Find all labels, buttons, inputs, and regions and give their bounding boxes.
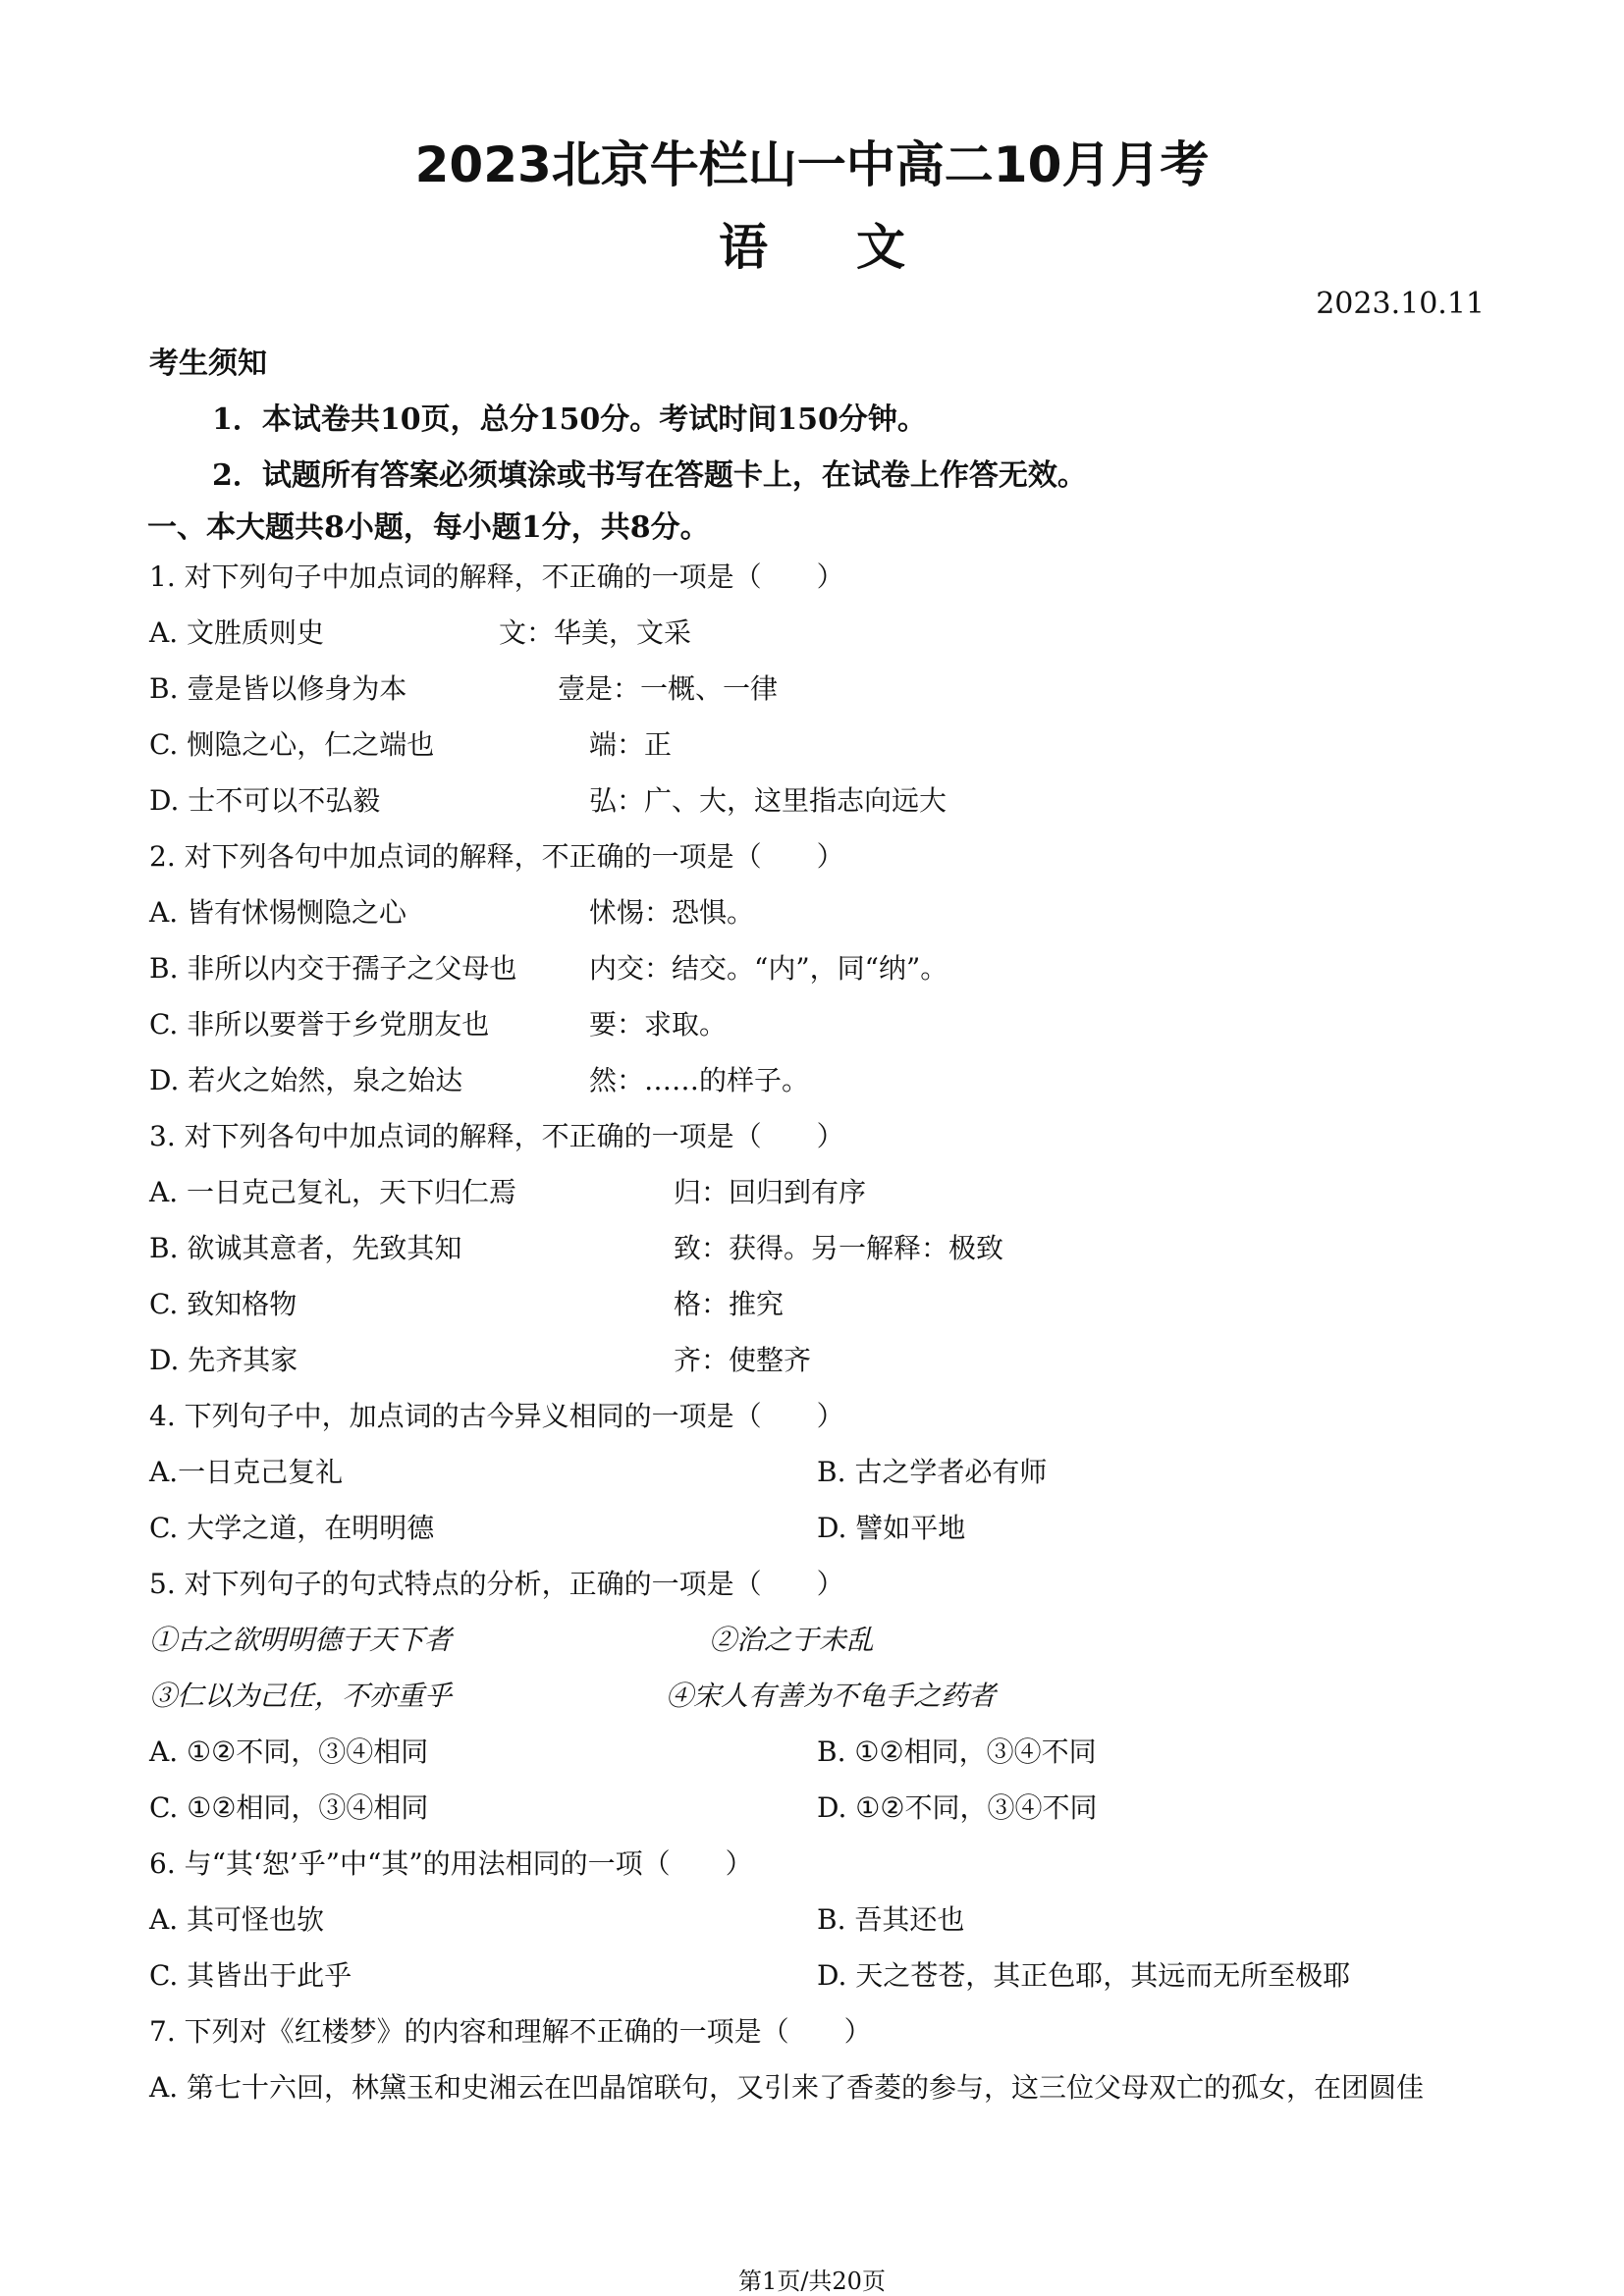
exam-date: 2023.10.11 bbox=[1316, 287, 1485, 321]
q5-option-b: B. ①②相同，③④不同 bbox=[817, 1735, 1097, 1768]
q4-option-c: C. 大学之道，在明明德 bbox=[149, 1512, 435, 1544]
q2-option-a: A. 皆有怵惕恻隐之心 bbox=[149, 896, 407, 929]
q3-option-a: A. 一日克己复礼，天下归仁焉 bbox=[149, 1176, 517, 1208]
q3-option-d: D. 先齐其家 bbox=[149, 1344, 298, 1376]
q1-option-d-note: 弘：广、大，这里指志向远大 bbox=[589, 784, 947, 817]
q1-stem: 1. 对下列句子中加点词的解释，不正确的一项是（ ） bbox=[149, 561, 844, 593]
q3-option-b-note: 致：获得。另一解释：极致 bbox=[674, 1232, 1004, 1264]
q1-option-a: A. 文胜质则史 bbox=[149, 616, 325, 649]
section-heading: 一、本大题共8小题，每小题1分，共8分。 bbox=[147, 510, 710, 545]
notice-heading: 考生须知 bbox=[149, 347, 267, 381]
q4-option-d: D. 譬如平地 bbox=[817, 1512, 966, 1544]
q2-option-a-note: 怵惕：恐惧。 bbox=[589, 896, 755, 929]
q5-sentence-1: ①古之欲明明德于天下者 bbox=[149, 1624, 453, 1656]
q1-option-b: B. 壹是皆以修身为本 bbox=[149, 672, 407, 705]
notice-item-1: 1．本试卷共10页，总分150分。考试时间150分钟。 bbox=[212, 402, 927, 437]
q5-option-c: C. ①②相同，③④相同 bbox=[149, 1791, 429, 1824]
q4-stem: 4. 下列句子中，加点词的古今异义相同的一项是（ ） bbox=[149, 1400, 844, 1432]
q3-stem: 3. 对下列各句中加点词的解释，不正确的一项是（ ） bbox=[149, 1120, 844, 1152]
q5-stem: 5. 对下列句子的句式特点的分析，正确的一项是（ ） bbox=[149, 1568, 844, 1600]
subject-title: 语文 bbox=[719, 219, 994, 276]
q4-option-a: A.一日克己复礼 bbox=[149, 1456, 344, 1488]
q3-option-b: B. 欲诚其意者，先致其知 bbox=[149, 1232, 462, 1264]
exam-title: 2023北京牛栏山一中高二10月月考 bbox=[414, 136, 1210, 193]
q7-stem: 7. 下列对《红楼梦》的内容和理解不正确的一项是（ ） bbox=[149, 2015, 872, 2048]
q6-option-a: A. 其可怪也欤 bbox=[149, 1903, 325, 1936]
q6-option-c: C. 其皆出于此乎 bbox=[149, 1959, 352, 1992]
q1-option-c: C. 恻隐之心，仁之端也 bbox=[149, 728, 435, 761]
q5-sentence-2: ②治之于未乱 bbox=[709, 1624, 875, 1656]
q2-option-d: D. 若火之始然，泉之始达 bbox=[149, 1064, 463, 1096]
q6-stem: 6. 与“其‘恕’乎”中“其”的用法相同的一项（ ） bbox=[149, 1847, 753, 1880]
q6-option-b: B. 吾其还也 bbox=[817, 1903, 965, 1936]
page-number: 第1页/共20页 bbox=[738, 2268, 886, 2295]
q3-option-c-note: 格：推究 bbox=[674, 1288, 785, 1320]
q3-option-d-note: 齐：使整齐 bbox=[674, 1344, 812, 1376]
q4-option-b: B. 古之学者必有师 bbox=[817, 1456, 1048, 1488]
q5-sentence-3: ③仁以为己任，不亦重乎 bbox=[149, 1680, 453, 1712]
q6-option-d: D. 天之苍苍，其正色耶，其远而无所至极耶 bbox=[817, 1959, 1351, 1992]
q5-option-d: D. ①②不同，③④不同 bbox=[817, 1791, 1098, 1824]
q2-stem: 2. 对下列各句中加点词的解释，不正确的一项是（ ） bbox=[149, 840, 844, 873]
q1-option-d: D. 士不可以不弘毅 bbox=[149, 784, 381, 817]
q1-option-a-note: 文：华美，文采 bbox=[499, 616, 692, 649]
q1-option-b-note: 壹是：一概、一律 bbox=[558, 672, 779, 705]
q7-option-a: A. 第七十六回，林黛玉和史湘云在凹晶馆联句，又引来了香菱的参与，这三位父母双亡的孤女，在团圆佳 bbox=[149, 2071, 1425, 2104]
q3-option-c: C. 致知格物 bbox=[149, 1288, 298, 1320]
notice-item-2: 2．试题所有答案必须填涂或书写在答题卡上，在试卷上作答无效。 bbox=[212, 458, 1087, 493]
q3-option-a-note: 归：回归到有序 bbox=[674, 1176, 867, 1208]
q2-option-b-note: 内交：结交。“内”，同“纳”。 bbox=[589, 952, 948, 985]
q2-option-d-note: 然：……的样子。 bbox=[589, 1064, 810, 1096]
q2-option-c: C. 非所以要誉于乡党朋友也 bbox=[149, 1008, 490, 1041]
q5-option-a: A. ①②不同，③④相同 bbox=[149, 1735, 429, 1768]
q2-option-c-note: 要：求取。 bbox=[589, 1008, 728, 1041]
q2-option-b: B. 非所以内交于孺子之父母也 bbox=[149, 952, 517, 985]
q1-option-c-note: 端：正 bbox=[589, 728, 673, 761]
q5-sentence-4: ④宋人有善为不龟手之药者 bbox=[666, 1680, 997, 1712]
